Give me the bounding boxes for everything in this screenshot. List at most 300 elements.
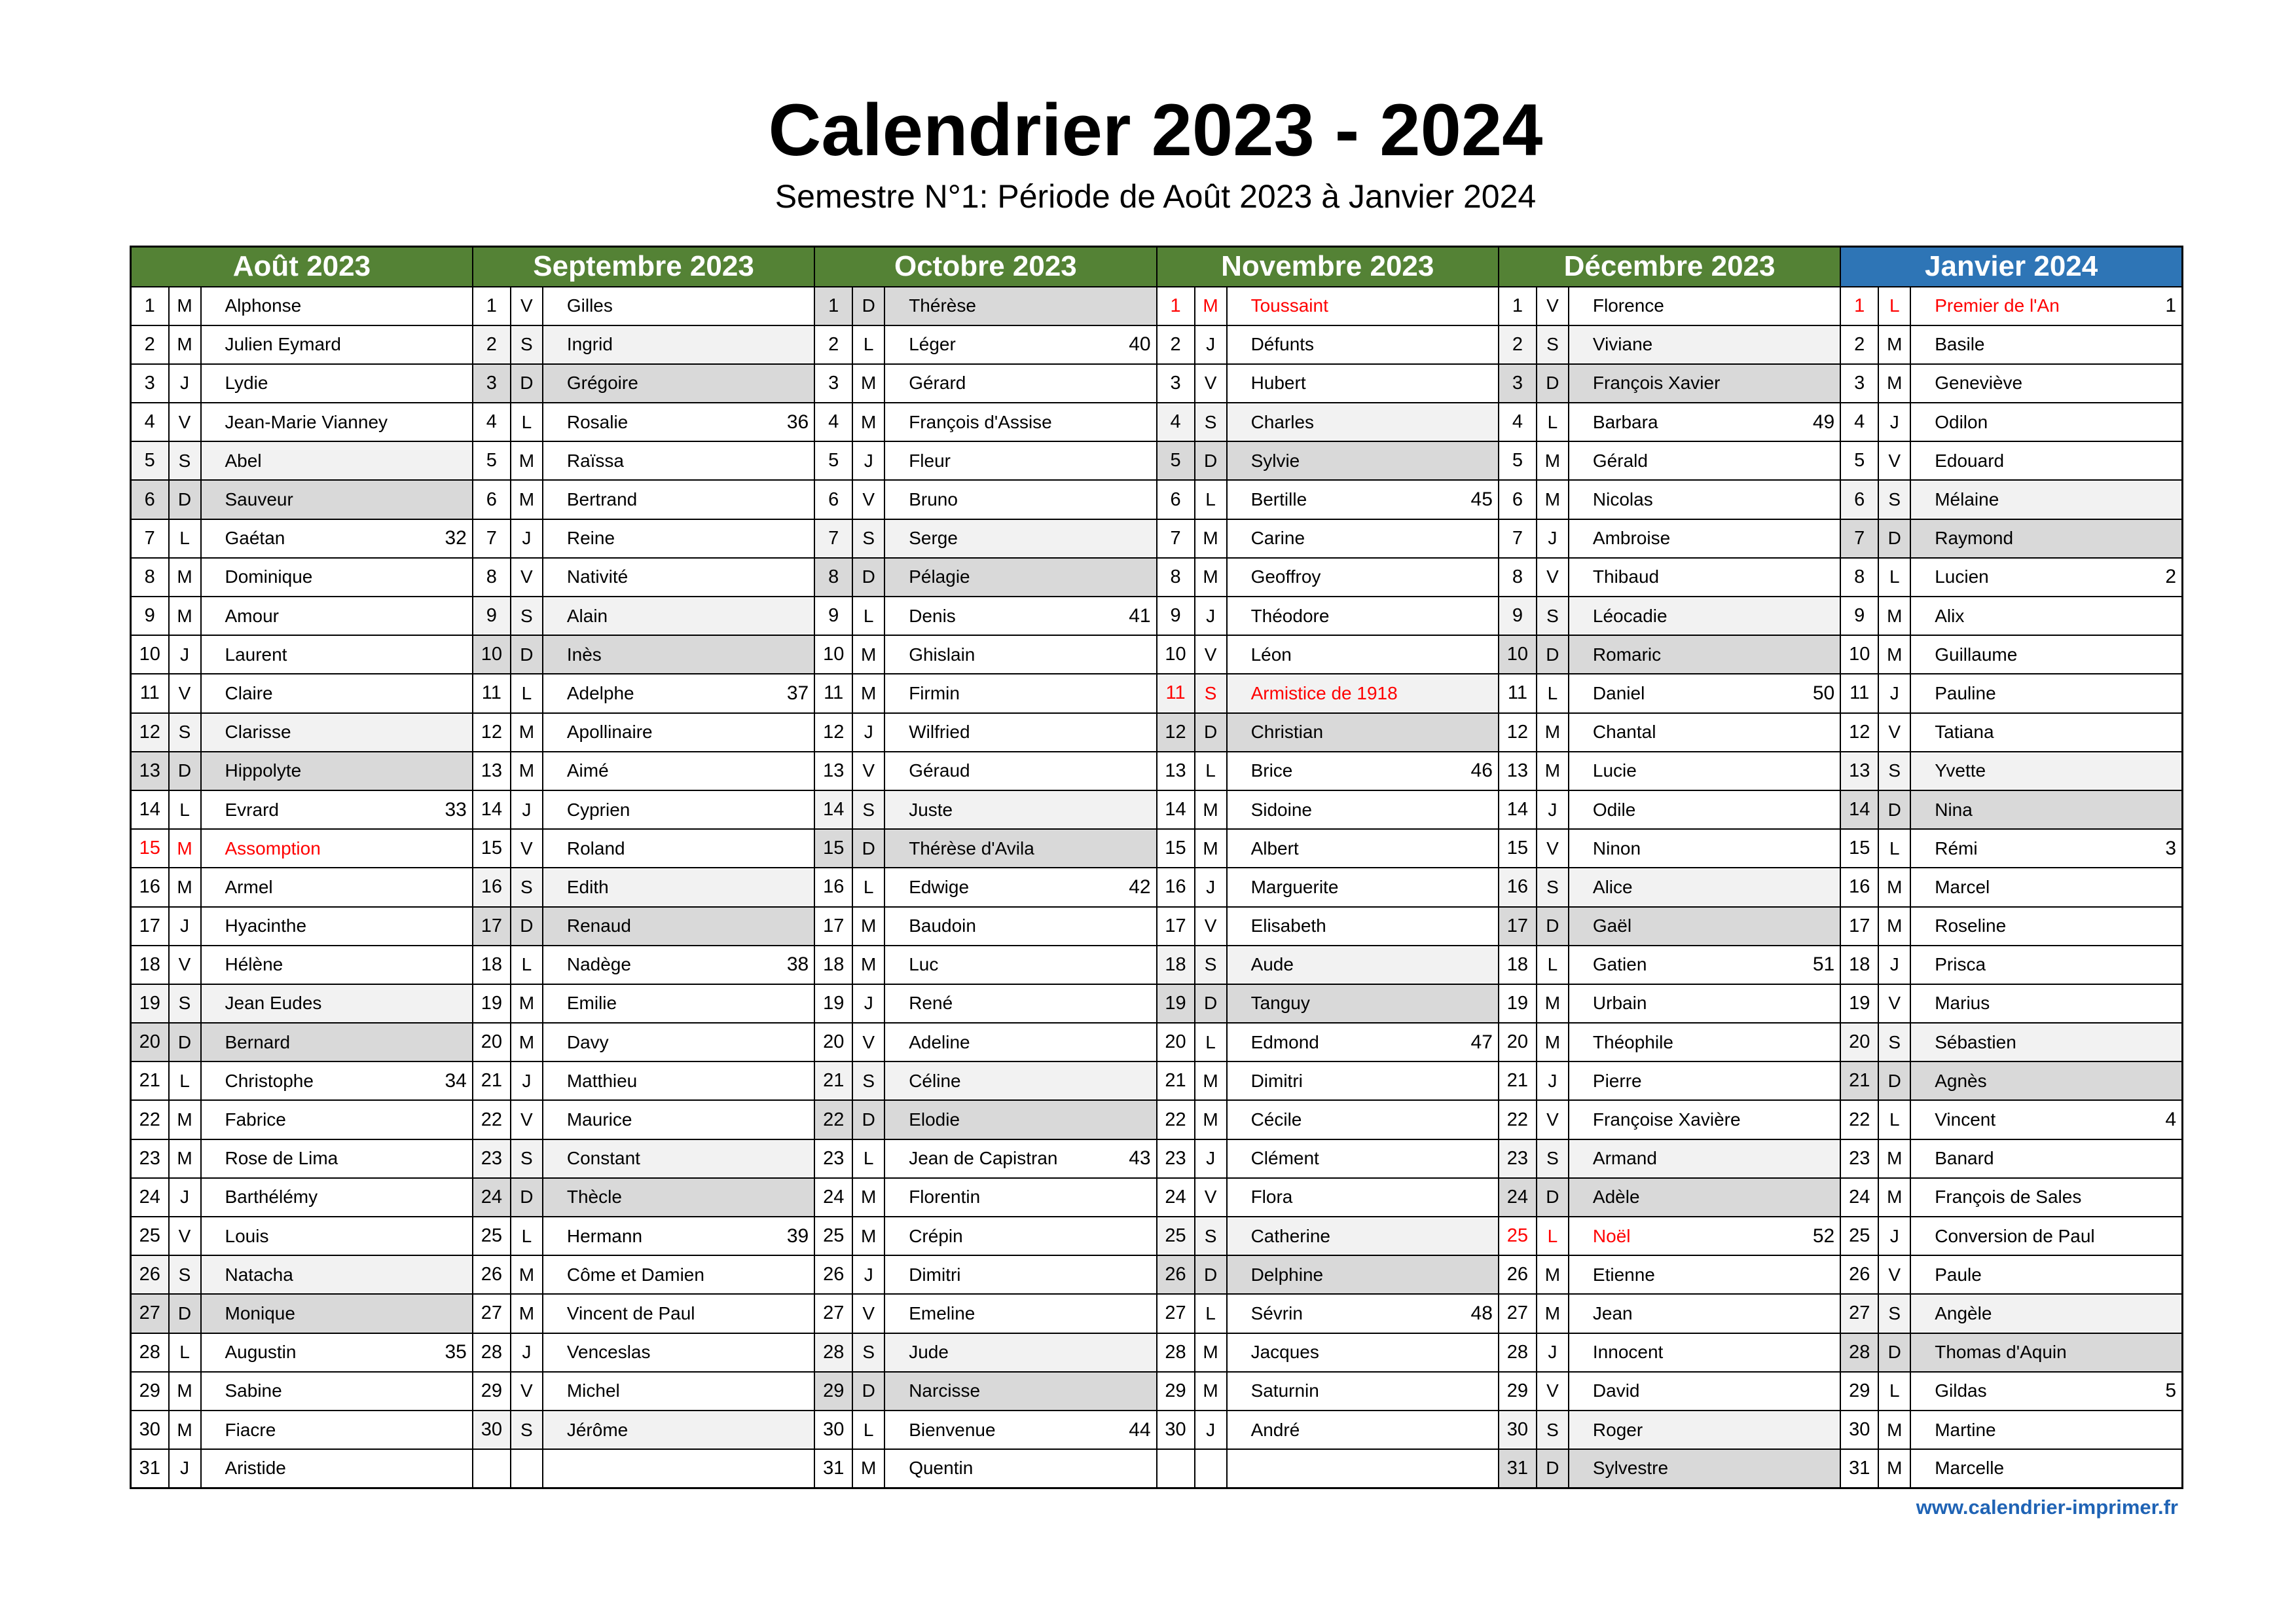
saint-cell xyxy=(884,984,1156,1023)
weekday-letter: S xyxy=(511,597,543,635)
empty-cell xyxy=(1227,1449,1499,1488)
weekday-letter: M xyxy=(1537,1294,1569,1333)
weekday-letter: J xyxy=(1195,868,1227,906)
calendar-row xyxy=(131,1178,2183,1217)
weekday-letter: M xyxy=(1537,480,1569,519)
week-number: 49 xyxy=(1812,411,1835,433)
saint-cell-content xyxy=(543,1148,814,1169)
day-number: 27 xyxy=(131,1294,169,1333)
saint-name: Venceslas xyxy=(566,1342,651,1363)
day-number: 21 xyxy=(131,1061,169,1100)
day-number: 4 xyxy=(1840,403,1878,441)
weekday-letter: L xyxy=(1878,1100,1910,1139)
saint-cell-content xyxy=(1911,1380,2181,1402)
saint-cell xyxy=(201,325,473,364)
saint-cell-content xyxy=(1911,1032,2181,1053)
weekday-letter: D xyxy=(852,1100,884,1139)
day-number: 9 xyxy=(473,597,511,635)
saint-cell-content xyxy=(1569,1225,1840,1247)
weekday-letter: L xyxy=(1195,752,1227,790)
saint-cell-content xyxy=(1569,411,1840,434)
weekday-letter: D xyxy=(852,1372,884,1411)
day-number: 22 xyxy=(1840,1100,1878,1139)
day-number: 27 xyxy=(473,1294,511,1333)
day-number: 10 xyxy=(1499,635,1537,674)
weekday-letter: S xyxy=(1537,325,1569,364)
weekday-letter: J xyxy=(169,635,201,674)
saint-cell xyxy=(1569,907,1840,946)
saint-cell xyxy=(884,519,1156,558)
weekday-letter: J xyxy=(1537,519,1569,558)
saint-cell-content xyxy=(885,1380,1156,1401)
saint-cell xyxy=(1227,364,1499,403)
saint-cell xyxy=(1227,790,1499,829)
saint-cell xyxy=(1910,480,2182,519)
saint-cell-content xyxy=(202,877,472,898)
day-number: 2 xyxy=(1499,325,1537,364)
saint-name: Cécile xyxy=(1250,1109,1302,1130)
saint-name: Dimitri xyxy=(909,1264,961,1285)
saint-name: Raïssa xyxy=(566,450,625,471)
saint-cell xyxy=(1569,1294,1840,1333)
saint-name: Gaël xyxy=(1592,915,1632,936)
day-number: 10 xyxy=(1840,635,1878,674)
saint-name: Lucien xyxy=(1935,566,1989,587)
saint-cell xyxy=(201,829,473,868)
day-number: 12 xyxy=(1840,713,1878,752)
saint-cell-content xyxy=(885,566,1156,587)
saint-cell-content xyxy=(202,1187,472,1208)
weekday-letter: J xyxy=(1195,1411,1227,1449)
saint-name: Maurice xyxy=(566,1109,632,1130)
week-number: 36 xyxy=(786,411,809,433)
saint-cell-content xyxy=(543,373,814,394)
saint-cell xyxy=(884,1255,1156,1294)
calendar-row xyxy=(131,790,2183,829)
calendar-row xyxy=(131,403,2183,441)
saint-cell-content xyxy=(1911,1458,2181,1479)
page-title: Calendrier 2023 - 2024 xyxy=(768,89,1543,171)
saint-cell xyxy=(1910,364,2182,403)
saint-cell-content xyxy=(1228,760,1498,782)
day-number: 14 xyxy=(473,790,511,829)
day-number: 28 xyxy=(473,1333,511,1372)
saint-cell xyxy=(1910,635,2182,674)
saint-name: Bertrand xyxy=(566,489,638,510)
saint-name: Fabrice xyxy=(225,1109,286,1130)
calendar-row xyxy=(131,1449,2183,1488)
saint-cell xyxy=(884,790,1156,829)
saint-cell-content xyxy=(1569,1109,1840,1130)
weekday-letter: M xyxy=(852,403,884,441)
saint-name: Thérèse xyxy=(909,295,976,316)
day-number: 27 xyxy=(1157,1294,1195,1333)
saint-cell-content xyxy=(1228,528,1498,549)
day-number: 22 xyxy=(1499,1100,1537,1139)
saint-cell-content xyxy=(202,760,472,781)
weekday-letter: S xyxy=(852,790,884,829)
saint-cell-content xyxy=(1911,1342,2181,1363)
month-header: Décembre 2023 xyxy=(1499,247,1840,287)
saint-cell xyxy=(543,519,814,558)
saint-cell-content xyxy=(543,1420,814,1441)
saint-cell-content xyxy=(1228,1302,1498,1325)
saint-name: Thibaud xyxy=(1592,566,1660,587)
day-number: 18 xyxy=(1499,946,1537,984)
weekday-letter: M xyxy=(1878,325,1910,364)
saint-cell xyxy=(543,1255,814,1294)
saint-name: Daniel xyxy=(1592,682,1645,703)
saint-cell xyxy=(884,868,1156,906)
calendar-row xyxy=(131,325,2183,364)
saint-name: Guillaume xyxy=(1935,644,2018,665)
day-number: 26 xyxy=(1840,1255,1878,1294)
saint-cell-content xyxy=(1569,800,1840,821)
saint-name: Fiacre xyxy=(225,1419,276,1440)
website-link[interactable]: www.calendrier-imprimer.fr xyxy=(1916,1496,2178,1519)
saint-name: Bernard xyxy=(225,1031,291,1052)
saint-cell xyxy=(201,287,473,325)
saint-cell-content xyxy=(202,1420,472,1441)
saint-name: Hermann xyxy=(566,1225,643,1246)
day-number: 29 xyxy=(814,1372,852,1411)
holiday-name: Toussaint xyxy=(1250,295,1328,316)
day-number: 26 xyxy=(131,1255,169,1294)
saint-name: Elisabeth xyxy=(1250,915,1326,936)
weekday-letter: M xyxy=(852,1178,884,1217)
saint-cell-content xyxy=(1911,1226,2181,1247)
saint-cell-content xyxy=(202,566,472,587)
day-number: 12 xyxy=(473,713,511,752)
weekday-letter: L xyxy=(1537,1217,1569,1255)
saint-cell xyxy=(201,1178,473,1217)
saint-name: Davy xyxy=(566,1031,609,1052)
day-number: 19 xyxy=(1840,984,1878,1023)
empty-cell xyxy=(511,1449,543,1488)
day-number: 18 xyxy=(1157,946,1195,984)
week-number: 39 xyxy=(786,1225,809,1247)
saint-name: Urbain xyxy=(1592,993,1647,1014)
weekday-letter: D xyxy=(169,752,201,790)
saint-name: Inès xyxy=(566,644,602,665)
saint-name: Dominique xyxy=(225,566,313,587)
saint-cell xyxy=(884,403,1156,441)
saint-cell-content xyxy=(1569,953,1840,976)
saint-name: Wilfried xyxy=(909,722,970,743)
saint-name: Fleur xyxy=(909,450,951,471)
saint-cell-content xyxy=(1228,451,1498,471)
weekday-letter: D xyxy=(511,907,543,946)
saint-cell-content xyxy=(1228,915,1498,936)
saint-name: Vincent xyxy=(1935,1109,1996,1130)
day-number: 23 xyxy=(473,1139,511,1178)
day-number: 30 xyxy=(1157,1411,1195,1449)
weekday-letter: D xyxy=(1878,1061,1910,1100)
day-number: 28 xyxy=(1157,1333,1195,1372)
weekday-letter: S xyxy=(852,519,884,558)
saint-name: Etienne xyxy=(1592,1264,1655,1285)
saint-cell xyxy=(1227,907,1499,946)
day-number: 18 xyxy=(814,946,852,984)
saint-cell-content xyxy=(202,722,472,743)
day-number: 11 xyxy=(473,674,511,712)
saint-cell-content xyxy=(1228,800,1498,821)
saint-cell xyxy=(1569,1139,1840,1178)
weekday-letter: D xyxy=(511,635,543,674)
saint-cell-content xyxy=(885,489,1156,510)
saint-name: Michel xyxy=(566,1380,620,1401)
day-number: 23 xyxy=(1157,1139,1195,1178)
saint-name: Mélaine xyxy=(1935,489,1999,510)
weekday-letter: V xyxy=(511,558,543,597)
weekday-letter: S xyxy=(169,441,201,480)
day-number: 13 xyxy=(131,752,169,790)
saint-name: Ambroise xyxy=(1592,528,1671,549)
weekday-letter: S xyxy=(511,325,543,364)
saint-cell xyxy=(884,480,1156,519)
saint-cell xyxy=(201,1372,473,1411)
weekday-letter: D xyxy=(1537,1449,1569,1488)
saint-cell-content xyxy=(1911,1071,2181,1092)
weekday-letter: V xyxy=(169,674,201,712)
saint-cell xyxy=(1227,946,1499,984)
day-number: 18 xyxy=(131,946,169,984)
saint-cell xyxy=(1227,480,1499,519)
saint-cell-content xyxy=(885,954,1156,975)
day-number: 11 xyxy=(131,674,169,712)
saint-cell xyxy=(543,713,814,752)
saint-name: Romaric xyxy=(1592,644,1662,665)
saint-cell xyxy=(543,287,814,325)
day-number: 22 xyxy=(473,1100,511,1139)
saint-cell xyxy=(884,1061,1156,1100)
saint-name: Jérôme xyxy=(566,1419,629,1440)
saint-cell-content xyxy=(885,1303,1156,1324)
weekday-letter: D xyxy=(511,364,543,403)
saint-cell-content xyxy=(1911,800,2181,821)
saint-name: Geoffroy xyxy=(1250,566,1321,587)
saint-cell-content xyxy=(885,373,1156,394)
saint-cell-content xyxy=(1569,1032,1840,1053)
saint-cell xyxy=(884,752,1156,790)
saint-name: Florence xyxy=(1592,295,1664,316)
weekday-letter: D xyxy=(1195,713,1227,752)
day-number: 16 xyxy=(1840,868,1878,906)
saint-cell xyxy=(1569,287,1840,325)
saint-cell-content xyxy=(543,334,814,355)
weekday-letter: M xyxy=(169,558,201,597)
saint-name: Lucie xyxy=(1592,760,1637,781)
saint-cell-content xyxy=(1228,1226,1498,1247)
day-number: 20 xyxy=(1840,1023,1878,1061)
weekday-letter: M xyxy=(852,1449,884,1488)
saint-name: Baudoin xyxy=(909,915,976,936)
week-number: 48 xyxy=(1470,1302,1493,1324)
day-number: 6 xyxy=(814,480,852,519)
saint-cell-content xyxy=(885,1109,1156,1130)
saint-cell-content xyxy=(1228,1420,1498,1441)
weekday-letter: M xyxy=(169,868,201,906)
saint-name: Sévrin xyxy=(1250,1302,1303,1323)
saint-cell xyxy=(1569,325,1840,364)
day-number: 11 xyxy=(1499,674,1537,712)
weekday-letter: M xyxy=(511,1294,543,1333)
saint-name: Christian xyxy=(1250,722,1324,743)
calendar-row xyxy=(131,364,2183,403)
saint-name: Albert xyxy=(1250,838,1299,858)
weekday-letter: M xyxy=(1537,1255,1569,1294)
saint-cell-content xyxy=(202,1070,472,1092)
saint-cell xyxy=(1910,1217,2182,1255)
saint-name: Odile xyxy=(1592,799,1636,820)
saint-name: Apollinaire xyxy=(566,722,653,743)
saint-cell xyxy=(884,635,1156,674)
saint-cell xyxy=(1569,1449,1840,1488)
saint-name: Marguerite xyxy=(1250,876,1339,897)
saint-cell xyxy=(1227,1061,1499,1100)
day-number: 28 xyxy=(1840,1333,1878,1372)
saint-cell xyxy=(543,325,814,364)
month-header: Novembre 2023 xyxy=(1157,247,1499,287)
weekday-letter: M xyxy=(1878,635,1910,674)
saint-name: Abel xyxy=(225,450,262,471)
day-number: 17 xyxy=(131,907,169,946)
weekday-letter: J xyxy=(169,1178,201,1217)
day-number: 20 xyxy=(473,1023,511,1061)
saint-cell-content xyxy=(1569,1380,1840,1401)
saint-cell xyxy=(1910,287,2182,325)
weekday-letter: L xyxy=(1195,480,1227,519)
calendar-row xyxy=(131,1255,2183,1294)
weekday-letter: M xyxy=(511,1255,543,1294)
saint-name: Gatien xyxy=(1592,954,1647,975)
weekday-letter: S xyxy=(1878,752,1910,790)
saint-name: Alice xyxy=(1592,876,1633,897)
weekday-letter: M xyxy=(1195,558,1227,597)
saint-cell xyxy=(1569,790,1840,829)
saint-name: Pierre xyxy=(1592,1070,1642,1091)
day-number: 24 xyxy=(1157,1178,1195,1217)
saint-name: Edouard xyxy=(1935,450,2005,471)
weekday-letter: J xyxy=(169,364,201,403)
saint-name: Reine xyxy=(566,528,615,549)
weekday-letter: J xyxy=(852,984,884,1023)
saint-cell-content xyxy=(202,1458,472,1479)
week-number: 45 xyxy=(1470,489,1493,511)
saint-cell xyxy=(1227,325,1499,364)
saint-cell-content xyxy=(1911,993,2181,1014)
week-number: 32 xyxy=(445,527,467,549)
calendar-header xyxy=(131,247,2183,287)
day-number: 6 xyxy=(131,480,169,519)
saint-cell xyxy=(543,1061,814,1100)
saint-cell-content xyxy=(1911,373,2181,394)
saint-cell xyxy=(1569,946,1840,984)
day-number: 14 xyxy=(814,790,852,829)
weekday-letter: V xyxy=(1195,364,1227,403)
week-number: 35 xyxy=(445,1341,467,1363)
saint-cell-content xyxy=(543,760,814,781)
saint-cell xyxy=(1910,558,2182,597)
weekday-letter: V xyxy=(852,1294,884,1333)
saint-cell xyxy=(543,364,814,403)
saint-name: Thérèse d'Avila xyxy=(909,838,1034,858)
saint-cell xyxy=(1910,1061,2182,1100)
day-number: 19 xyxy=(1157,984,1195,1023)
weekday-letter: M xyxy=(1537,1023,1569,1061)
saint-name: Hippolyte xyxy=(225,760,302,781)
saint-cell-content xyxy=(1911,722,2181,743)
saint-name: Gildas xyxy=(1935,1380,1987,1401)
weekday-letter: L xyxy=(511,1217,543,1255)
saint-cell xyxy=(1910,868,2182,906)
saint-name: Martine xyxy=(1935,1419,1996,1440)
saint-name: Monique xyxy=(225,1302,295,1323)
saint-cell-content xyxy=(543,528,814,549)
saint-cell-content xyxy=(1569,606,1840,627)
saint-name: Julien Eymard xyxy=(225,334,341,355)
saint-cell-content xyxy=(1228,566,1498,587)
saint-name: Charles xyxy=(1250,411,1315,432)
saint-cell-content xyxy=(202,1109,472,1130)
saint-name: Roseline xyxy=(1935,915,2007,936)
weekday-letter: M xyxy=(1195,1333,1227,1372)
month-header-row xyxy=(131,247,2183,287)
day-number: 1 xyxy=(814,287,852,325)
saint-name: Carine xyxy=(1250,528,1305,549)
saint-name: Alix xyxy=(1935,605,1965,626)
weekday-letter: M xyxy=(511,984,543,1023)
saint-cell xyxy=(1227,1294,1499,1333)
saint-name: Jean Eudes xyxy=(225,993,322,1014)
saint-name: Agnès xyxy=(1935,1070,1987,1091)
day-number: 2 xyxy=(814,325,852,364)
day-number: 16 xyxy=(131,868,169,906)
day-number: 30 xyxy=(131,1411,169,1449)
saint-name: Clarisse xyxy=(225,722,291,743)
saint-cell-content xyxy=(1911,644,2181,665)
saint-cell-content xyxy=(1911,1303,2181,1324)
saint-cell xyxy=(884,1333,1156,1372)
saint-cell-content xyxy=(1569,682,1840,705)
weekday-letter: M xyxy=(169,1100,201,1139)
saint-cell xyxy=(543,907,814,946)
saint-cell-content xyxy=(1911,1420,2181,1441)
saint-cell-content xyxy=(885,760,1156,781)
saint-cell xyxy=(1569,1100,1840,1139)
day-number: 9 xyxy=(1840,597,1878,635)
saint-name: Flora xyxy=(1250,1187,1293,1208)
weekday-letter: V xyxy=(511,287,543,325)
saint-cell-content xyxy=(885,993,1156,1014)
saint-cell-content xyxy=(543,606,814,627)
saint-cell xyxy=(1227,287,1499,325)
saint-cell-content xyxy=(202,838,472,859)
day-number: 11 xyxy=(1157,674,1195,712)
weekday-letter: V xyxy=(1878,441,1910,480)
saint-name: François de Sales xyxy=(1935,1187,2082,1208)
saint-cell xyxy=(1569,635,1840,674)
saint-name: Denis xyxy=(909,605,956,626)
saint-name: Natacha xyxy=(225,1264,293,1285)
day-number: 14 xyxy=(1157,790,1195,829)
saint-cell xyxy=(543,946,814,984)
saint-cell xyxy=(1227,597,1499,635)
saint-name: Pélagie xyxy=(909,566,970,587)
weekday-letter: J xyxy=(852,713,884,752)
day-number: 25 xyxy=(473,1217,511,1255)
saint-cell xyxy=(201,635,473,674)
